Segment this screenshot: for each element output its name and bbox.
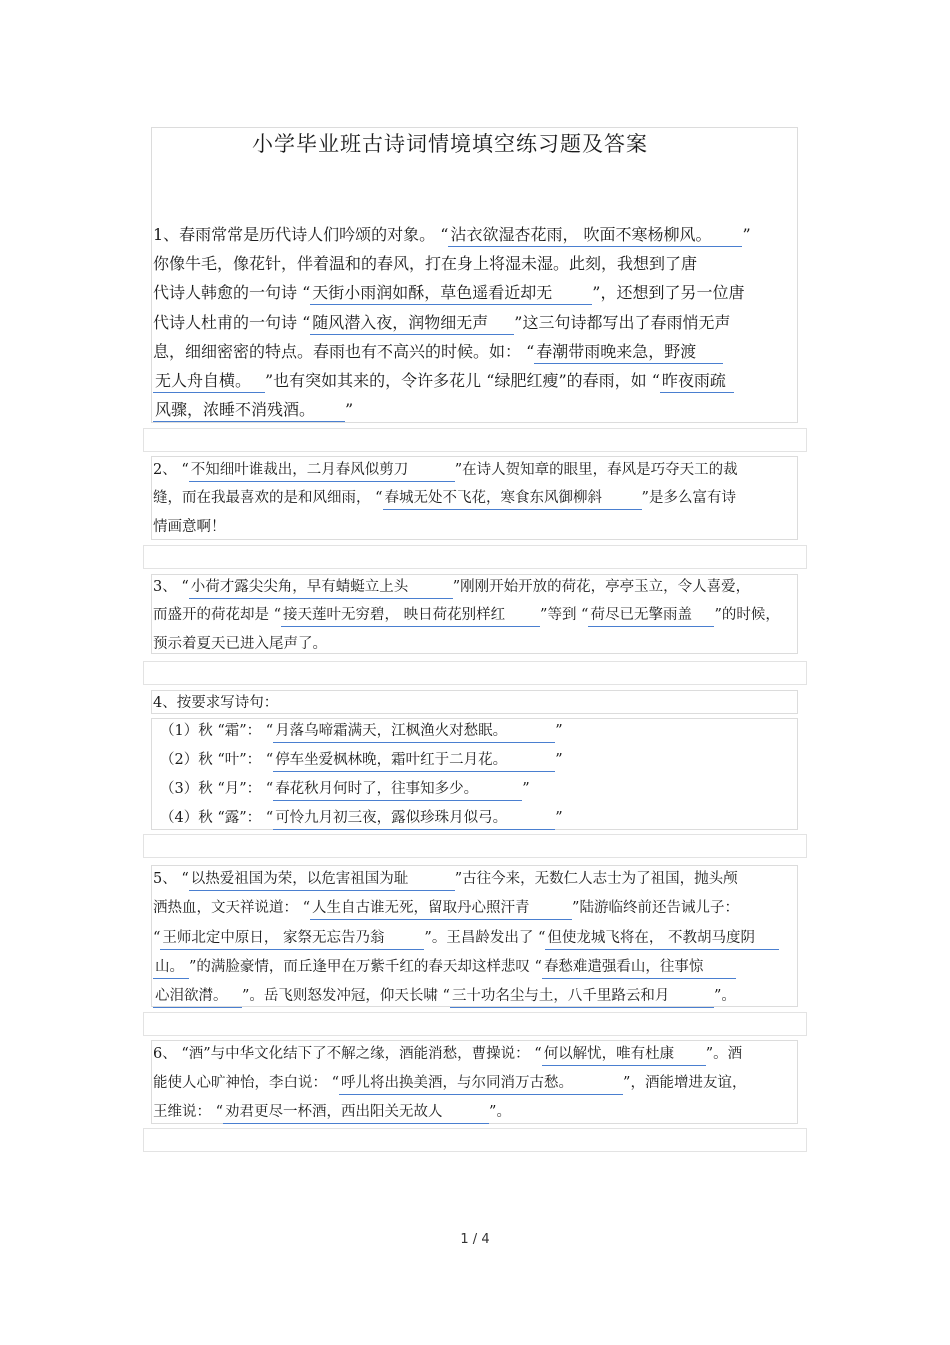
gap-box	[143, 1012, 807, 1036]
page-title: 小学毕业班古诗词情境填空练习题及答案	[252, 132, 648, 156]
answer-blank: 但使龙城飞将在， 不教胡马度阴	[545, 927, 779, 950]
q5-line-4: 山。 ”的满脸豪情，而丘逢甲在万紫千红的春天却这样悲叹 “ 春愁难遣强看山，往事惊	[153, 956, 736, 979]
q1-line-7: 风骤，浓睡不消残酒。 ”	[153, 399, 353, 422]
answer-blank: 天街小雨润如酥，草色遥看近却无	[310, 282, 592, 305]
answer-blank: 月落乌啼霜满天，江枫渔火对愁眠。	[273, 720, 555, 743]
answer-blank: 随风潜入夜，润物细无声	[310, 312, 514, 335]
answer-inline: 酒	[188, 1046, 204, 1062]
answer-blank: 春潮带雨晚来急，野渡	[534, 341, 723, 364]
q1-line-4: 代诗人杜甫的一句诗 “ 随风潜入夜，润物细无声 ”这三句诗都写出了春雨悄无声	[153, 312, 730, 335]
answer-blank: 接天莲叶无穷碧， 映日荷花别样红	[281, 604, 540, 627]
answer-blank: 昨夜雨疏	[660, 370, 734, 393]
answer-inline: 绿肥红瘦	[494, 371, 559, 390]
q1-line-3: 代诗人韩愈的一句诗 “ 天街小雨润如酥，草色遥看近却无 ”，还想到了另一位唐	[153, 282, 744, 305]
q4-item-2: （2）秋 “叶”： “ 停车坐爱枫林晚，霜叶红于二月花。 ”	[160, 749, 563, 772]
q1-line-1: 1、春雨常常是历代诗人们吟颂的对象。 “ 沾衣欲湿杏花雨， 吹面不寒杨柳风。 ”	[153, 224, 751, 247]
answer-blank: 风骤，浓睡不消残酒。	[153, 399, 345, 422]
q1-line-2: 你像牛毛，像花针，伴着温和的春风，打在身上将湿未湿。此刻，我想到了唐	[153, 254, 698, 273]
answer-blank: 人生自古谁无死，留取丹心照汗青	[310, 897, 572, 920]
q3-line-3: 预示着夏天已进入尾声了。	[153, 636, 327, 652]
q6-line-1: 6、 “酒”与中华文化结下了不解之缘，酒能消愁，曹操说： “ 何以解忧，唯有杜康 ”。酒	[153, 1043, 742, 1066]
answer-blank: 无人舟自横。	[153, 370, 265, 393]
answer-blank: 荷尽已无擎雨盖	[588, 604, 714, 627]
q3-line-2: 而盛开的荷花却是 “ 接天莲叶无穷碧， 映日荷花别样红 ”等到 “ 荷尽已无擎雨盖 ”的时候，	[153, 604, 780, 627]
answer-blank: 小荷才露尖尖角，早有蜻蜓立上头	[189, 576, 453, 599]
q4-item-3: （3）秋 “月”： “ 春花秋月何时了，往事知多少。 ”	[160, 778, 530, 801]
answer-blank: 呼儿将出换美酒，与尔同消万古愁。	[339, 1072, 623, 1095]
answer-blank: 山。	[153, 956, 189, 979]
gap-box	[143, 834, 807, 858]
answer-blank: 春愁难遣强看山，往事惊	[542, 956, 736, 979]
q5-line-5: 心泪欲潸。 ”。岳飞则怒发冲冠，仰天长啸 “ 三十功名尘与土，八千里路云和月 ”。	[153, 985, 736, 1008]
q1-line-6: 无人舟自横。 ”也有突如其来的，令许多花儿 “绿肥红瘦”的春雨，如 “ 昨夜雨疏	[153, 370, 734, 393]
answer-blank: 何以解忧，唯有杜康	[542, 1043, 706, 1066]
gap-box	[143, 428, 807, 452]
answer-blank: 春花秋月何时了，往事知多少。	[273, 778, 522, 801]
answer-blank: 以热爱祖国为荣，以危害祖国为耻	[189, 868, 455, 891]
q5-line-1: 5、 “ 以热爱祖国为荣，以危害祖国为耻 ”古往今来，无数仁人志士为了祖国，抛头颅	[153, 868, 738, 891]
q4-item-1: （1）秋 “霜”： “ 月落乌啼霜满天，江枫渔火对愁眠。 ”	[160, 720, 563, 743]
gap-box	[143, 545, 807, 569]
answer-blank: 春城无处不飞花，寒食东风御柳斜	[383, 487, 642, 510]
answer-blank: 三十功名尘与土，八千里路云和月	[450, 985, 714, 1008]
answer-blank: 劝君更尽一杯酒，西出阳关无故人	[223, 1101, 489, 1124]
answer-blank: 停车坐爱枫林晚，霜叶红于二月花。	[273, 749, 555, 772]
q5-line-2: 洒热血，文天祥说道： “ 人生自古谁无死，留取丹心照汗青 ”陆游临终前还告诫儿子：	[153, 897, 739, 920]
answer-blank: 王师北定中原日， 家祭无忘告乃翁	[160, 927, 424, 950]
q4-heading: 4、按要求写诗句：	[153, 695, 279, 711]
answer-blank: 可怜九月初三夜，露似珍珠月似弓。	[273, 807, 555, 830]
gap-box	[143, 661, 807, 685]
q5-line-3: “ 王师北定中原日， 家祭无忘告乃翁 ”。王昌龄发出了 “ 但使龙城飞将在， 不教胡马度阴	[153, 927, 779, 950]
page-number: 1 / 4	[460, 1232, 490, 1247]
q2-line-1: 2、 “ 不知细叶谁裁出，二月春风似剪刀 ”在诗人贺知章的眼里，春风是巧夺天工的裁	[153, 459, 738, 482]
q3-line-1: 3、 “ 小荷才露尖尖角，早有蜻蜓立上头 ”刚刚开始开放的荷花，亭亭玉立，令人喜爱，	[153, 576, 750, 599]
answer-blank: 心泪欲潸。	[153, 985, 242, 1008]
answer-blank: 沾衣欲湿杏花雨， 吹面不寒杨柳风。	[448, 224, 742, 247]
q2-line-3: 情画意啊！	[153, 519, 226, 535]
q6-line-2: 能使人心旷神怡，李白说： “ 呼儿将出换美酒，与尔同消万古愁。 ”，酒能增进友谊，	[153, 1072, 746, 1095]
q1-line-5: 息，细细密密的特点。春雨也有不高兴的时候。如： “ 春潮带雨晚来急，野渡	[153, 341, 723, 364]
q6-line-3: 王维说： “ 劝君更尽一杯酒，西出阳关无故人 ”。	[153, 1101, 511, 1124]
gap-box	[143, 1128, 807, 1152]
answer-blank: 不知细叶谁裁出，二月春风似剪刀	[189, 459, 455, 482]
q4-item-4: （4）秋 “露”： “ 可怜九月初三夜，露似珍珠月似弓。 ”	[160, 807, 563, 830]
q2-line-2: 缝，而在我最喜欢的是和风细雨， “ 春城无处不飞花，寒食东风御柳斜 ”是多么富有诗	[153, 487, 736, 510]
